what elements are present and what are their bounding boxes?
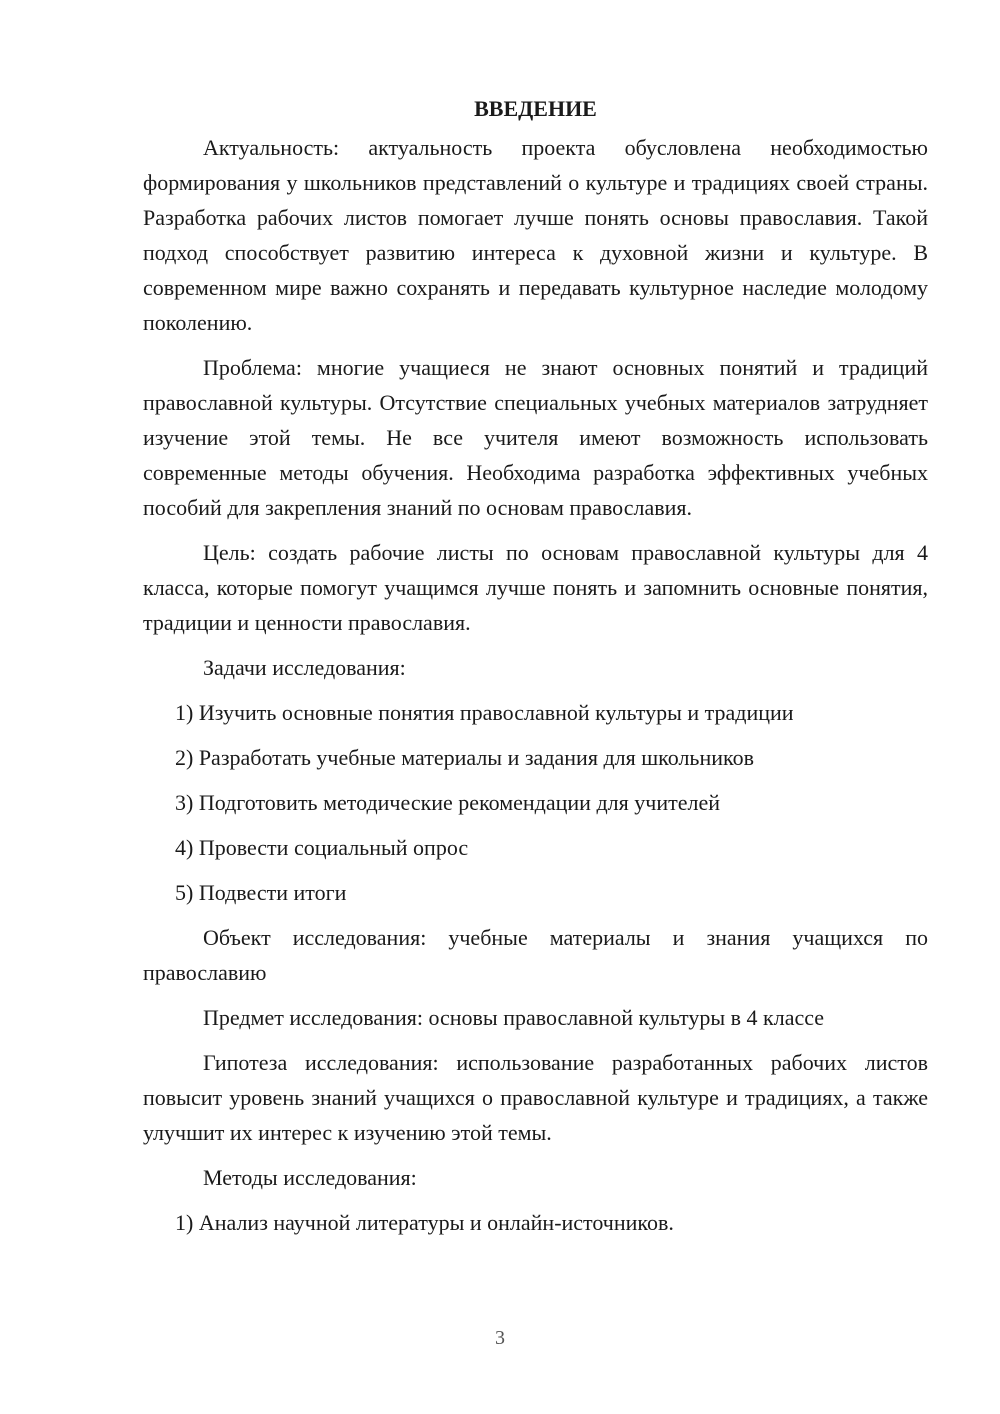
- task-item: 3) Подготовить методические рекомендации для учителей: [175, 790, 720, 815]
- goal-paragraph: Цель: создать рабочие листы по основам православной культуры для 4 класса, которые помогут учащимся лучше понять и запомнить основные понятия, традиции и ценности православия.: [143, 540, 928, 635]
- task-item: 5) Подвести итоги: [175, 880, 347, 905]
- methods-list: [143, 1205, 928, 1240]
- tasks-list: [143, 695, 928, 910]
- problem-paragraph: Проблема: многие учащиеся не знают основных понятий и традиций православной культуры. Отсутствие специальных учебных материалов затрудняет изучение этой темы. Не все учителя имеют возможность использовать современные методы обучения. Необходима разработка эффективных учебных пособий для закрепления знаний по основам православия.: [143, 355, 928, 520]
- tasks-heading: Задачи исследования:: [203, 655, 406, 680]
- method-item: 1) Анализ научной литературы и онлайн-источников.: [175, 1210, 674, 1235]
- hypothesis-paragraph: Гипотеза исследования: использование разработанных рабочих листов повысит уровень знаний учащихся о православной культуре и традициях, а также улучшит их интерес к изучению этой темы.: [143, 1050, 928, 1145]
- page-number: 3: [495, 1327, 505, 1349]
- relevance-paragraph: Актуальность: актуальность проекта обусловлена необходимостью формирования у школьников представлений о культуре и традициях своей страны. Разработка рабочих листов помогает лучше понять основы православия. Такой подход способствует развитию интереса к духовной жизни и культуре. В современном мире важно сохранять и передавать культурное наследие молодому поколению.: [143, 135, 928, 335]
- task-item: 2) Разработать учебные материалы и задания для школьников: [175, 745, 754, 770]
- object-paragraph: Объект исследования: учебные материалы и знания учащихся по православию: [143, 925, 928, 985]
- task-item: 4) Провести социальный опрос: [175, 835, 469, 860]
- task-item: 1) Изучить основные понятия православной культуры и традиции: [175, 700, 794, 725]
- subject-paragraph: Предмет исследования: основы православной культуры в 4 классе: [203, 1005, 825, 1030]
- section-title: ВВЕДЕНИЕ: [474, 96, 597, 121]
- document-page: [143, 92, 928, 1250]
- methods-heading: Методы исследования:: [203, 1165, 417, 1190]
